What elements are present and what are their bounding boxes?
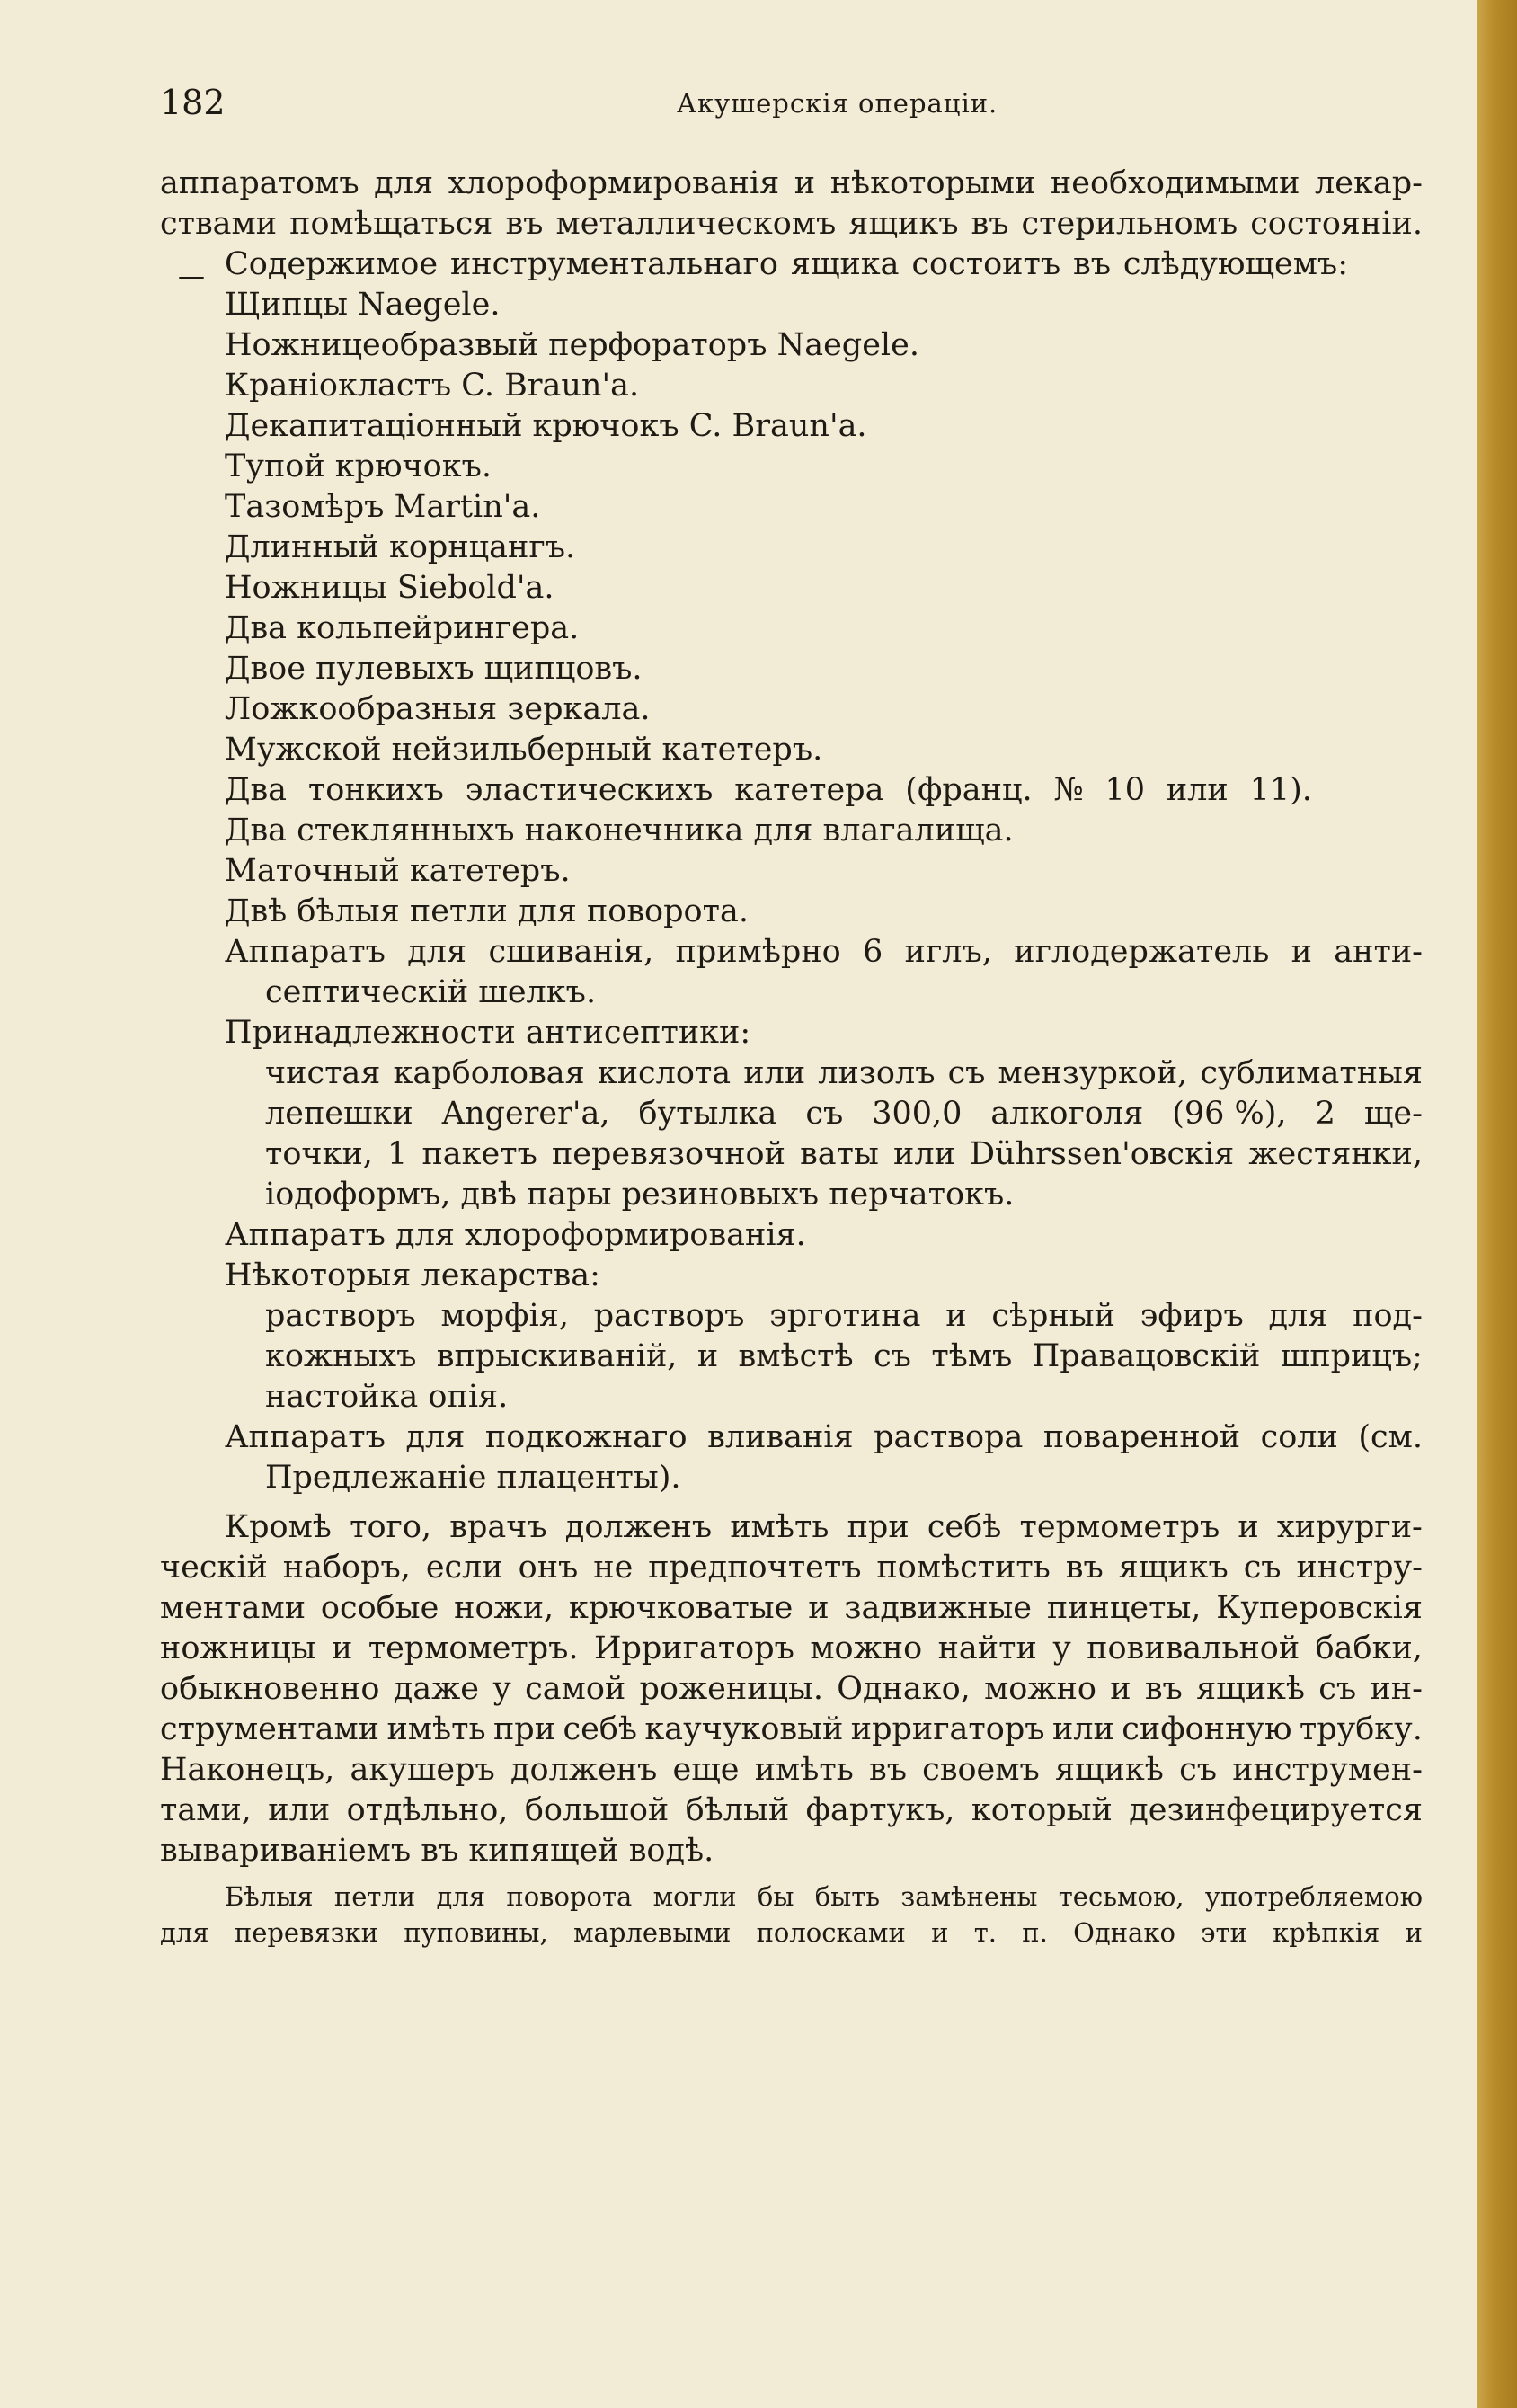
page-text — [160, 164, 1423, 1950]
word: ин- — [1370, 1671, 1423, 1707]
list-item-text: Декапитаціонный крючокъ C. Braun'а. — [225, 408, 867, 444]
word: соли — [1260, 1419, 1338, 1455]
text-line — [265, 1134, 1423, 1175]
list-item — [225, 649, 1423, 689]
word: Ирригаторъ — [593, 1631, 794, 1666]
word: 10 — [1104, 772, 1145, 808]
word: перевязки — [234, 1917, 378, 1948]
word: металлическомъ — [555, 206, 837, 242]
text-line — [225, 1417, 1423, 1458]
word: стерильномъ — [1021, 206, 1238, 242]
word: и — [931, 1917, 949, 1948]
word: трубку. — [1299, 1711, 1423, 1747]
word: тонкихъ — [307, 772, 444, 808]
word: при — [492, 1711, 556, 1747]
word: Наконецъ, — [160, 1752, 335, 1788]
word: Бѣлыя — [225, 1881, 314, 1912]
instrument-list-2 — [160, 811, 1423, 932]
word: пинцеты, — [1046, 1590, 1202, 1626]
word: имѣть — [386, 1711, 486, 1747]
word: ствами — [160, 206, 278, 242]
word: крѣпкія — [1273, 1917, 1380, 1948]
text-span: Принадлежности антисептики: — [225, 1015, 751, 1051]
text-span: септическій шелкъ. — [265, 974, 597, 1010]
word: и — [1291, 934, 1312, 970]
word: перевязочной — [551, 1136, 785, 1172]
list-item-text: Краніокластъ C. Braun'а. — [225, 368, 640, 404]
word: поворота — [506, 1881, 633, 1912]
text-line — [265, 973, 1423, 1013]
list-item — [225, 730, 1423, 770]
word: долженъ — [510, 1752, 658, 1788]
word: можно — [984, 1671, 1096, 1707]
list-item-text: Щипцы Naegele. — [225, 287, 501, 323]
list-item — [225, 406, 1423, 447]
word: примѣрно — [675, 934, 841, 970]
word: если — [425, 1550, 503, 1586]
word: ящикѣ — [1196, 1671, 1306, 1707]
word: ментами — [160, 1590, 306, 1626]
word: въ — [505, 206, 544, 242]
word: у — [492, 1671, 511, 1707]
word: ящикъ — [1118, 1550, 1229, 1586]
word: термометръ — [1019, 1509, 1220, 1545]
word: эфиръ — [1140, 1298, 1244, 1334]
word: Dührssen'овскія — [970, 1136, 1235, 1172]
word: съ — [1243, 1550, 1282, 1586]
text-line — [160, 1669, 1423, 1710]
word: 11). — [1249, 772, 1312, 808]
word: эти — [1201, 1917, 1247, 1948]
list-item — [225, 568, 1423, 609]
word: (96 %), — [1172, 1096, 1287, 1132]
text-span: Нѣкоторыя лекарства: — [225, 1257, 600, 1293]
word: т. — [973, 1917, 997, 1948]
text-line — [225, 244, 1348, 285]
word: № — [1053, 772, 1084, 808]
word: ножницы — [160, 1631, 316, 1666]
text-line — [160, 1710, 1423, 1750]
word: ваты — [800, 1136, 879, 1172]
footnote-line — [160, 1915, 1423, 1950]
text-line — [160, 1790, 1423, 1831]
word: чистая — [265, 1055, 381, 1091]
word: долженъ — [564, 1509, 713, 1545]
word: въ — [1073, 246, 1111, 282]
word: подкожнаго — [484, 1419, 688, 1455]
list-item — [225, 689, 1423, 730]
text-line — [225, 1256, 1423, 1296]
instrument-list — [160, 285, 1423, 770]
word: ящика — [790, 246, 900, 282]
word: въ — [868, 1752, 907, 1788]
word: имѣть — [754, 1752, 854, 1788]
footnote — [160, 1879, 1423, 1950]
text-line — [265, 1175, 1423, 1215]
word: жестянки, — [1248, 1136, 1423, 1172]
word: и — [696, 1338, 719, 1374]
word: иглъ, — [904, 934, 992, 970]
list-item-text: Два стеклянныхъ наконечника для влагалища. — [225, 813, 1014, 849]
text-span: іодоформъ, двѣ пары резиновыхъ перчатокъ. — [265, 1177, 1015, 1213]
word: сублиматныя — [1200, 1055, 1423, 1091]
text-line — [225, 932, 1423, 973]
word: сифонную — [1122, 1711, 1292, 1747]
word: бабки, — [1315, 1631, 1423, 1666]
word: пакетъ — [421, 1136, 537, 1172]
text-span: Аппаратъ для хлороформированія. — [225, 1217, 806, 1253]
word: аппаратомъ — [160, 165, 359, 201]
word: съ — [1318, 1671, 1357, 1707]
text-line — [265, 1377, 1423, 1417]
text-line — [160, 1548, 1423, 1588]
word: при — [847, 1509, 909, 1545]
word: для — [405, 1419, 466, 1455]
word: Однако — [1073, 1917, 1175, 1948]
word: большой — [524, 1792, 670, 1828]
word: быть — [814, 1881, 881, 1912]
word: ирригаторъ — [850, 1711, 1045, 1747]
word: своемъ — [922, 1752, 1040, 1788]
word: вливанія — [707, 1419, 854, 1455]
list-item — [225, 528, 1423, 568]
list-item — [225, 811, 1423, 851]
list-item-text: Ножницы Siebold'а. — [225, 570, 554, 606]
list-item-text: Длинный корнцангъ. — [225, 529, 576, 565]
word: (франц. — [905, 772, 1033, 808]
word: кожныхъ — [265, 1338, 417, 1374]
text-line — [225, 770, 1312, 811]
word: (см. — [1358, 1419, 1423, 1455]
word: особые — [320, 1590, 439, 1626]
word: под- — [1353, 1298, 1423, 1334]
text-line — [265, 1337, 1423, 1377]
word: себѣ — [563, 1711, 637, 1747]
word: и — [945, 1298, 967, 1334]
word: эластическихъ — [465, 772, 714, 808]
word: и — [794, 165, 816, 201]
word: термометръ. — [368, 1631, 579, 1666]
word: употребляемою — [1204, 1881, 1423, 1912]
text-line — [160, 1588, 1423, 1629]
word: съ — [947, 1055, 986, 1091]
word: Куперовскія — [1216, 1590, 1423, 1626]
word: роженицы. — [639, 1671, 824, 1707]
word: впрыскиваній, — [436, 1338, 678, 1374]
word: или — [268, 1792, 331, 1828]
word: Аппаратъ — [225, 934, 386, 970]
word: въ — [971, 206, 1009, 242]
word: Кромѣ — [225, 1509, 332, 1545]
word: Angerer'а, — [441, 1096, 610, 1132]
dash-mark: — — [178, 261, 205, 292]
page-number: 182 — [160, 83, 226, 122]
word: морфія, — [440, 1298, 569, 1334]
word: вмѣстѣ — [738, 1338, 854, 1374]
list-item-text: Ножницеобразвый перфораторъ Naegele. — [225, 327, 919, 363]
word: не — [593, 1550, 634, 1586]
word: поваренной — [1042, 1419, 1241, 1455]
text-line — [160, 1629, 1423, 1669]
word: кислота — [597, 1055, 732, 1091]
word: который — [971, 1792, 1113, 1828]
word: бутылка — [638, 1096, 777, 1132]
word: можно — [810, 1631, 923, 1666]
word: полосками — [756, 1917, 906, 1948]
word: инструментальнаго — [449, 246, 778, 282]
word: тами, — [160, 1792, 252, 1828]
word: слѣдующемъ: — [1122, 246, 1348, 282]
word: и — [332, 1631, 353, 1666]
text-line — [160, 204, 1423, 244]
word: ческій — [160, 1550, 268, 1586]
word: или — [1051, 1711, 1114, 1747]
word: струментами — [160, 1711, 380, 1747]
word: ящикъ — [848, 206, 959, 242]
word: эрготина — [769, 1298, 921, 1334]
word: 2 — [1315, 1096, 1335, 1132]
list-item-text: Двое пулевыхъ щипцовъ. — [225, 651, 643, 687]
word: бѣлый — [685, 1792, 790, 1828]
word: 6 — [863, 934, 883, 970]
list-item — [225, 447, 1423, 487]
word: Два — [225, 772, 288, 808]
word: Аппаратъ — [225, 1419, 386, 1455]
list-item-text: Мужской нейзильберный катетеръ. — [225, 732, 823, 768]
word: даже — [393, 1671, 480, 1707]
list-item-text: Маточный катетеръ. — [225, 853, 571, 889]
word: алкоголя — [990, 1096, 1144, 1132]
word: или — [743, 1055, 806, 1091]
text-line — [265, 1296, 1423, 1337]
word: онъ — [518, 1550, 579, 1586]
word: имѣть — [730, 1509, 829, 1545]
word: наборъ, — [282, 1550, 411, 1586]
word: повивальной — [1087, 1631, 1300, 1666]
text-line — [160, 164, 1423, 204]
list-item — [225, 487, 1423, 528]
word: врачъ — [449, 1509, 547, 1545]
word: Однако, — [837, 1671, 971, 1707]
word: Содержимое — [225, 246, 439, 282]
word: марлевыми — [573, 1917, 732, 1948]
text-span: вывариваніемъ въ кипящей водѣ. — [160, 1833, 714, 1869]
word: 1 — [387, 1136, 408, 1172]
list-item-text: Два кольпейрингера. — [225, 610, 580, 646]
word: для — [374, 165, 434, 201]
word: замѣнены — [900, 1881, 1038, 1912]
list-item-text: Двѣ бѣлыя петли для поворота. — [225, 893, 749, 929]
word: и — [1405, 1917, 1423, 1948]
text-line — [225, 1507, 1423, 1548]
word: и — [1110, 1671, 1131, 1707]
word: лизолъ — [818, 1055, 936, 1091]
word: и — [1238, 1509, 1259, 1545]
word: съ — [805, 1096, 844, 1132]
word: иглодержатель — [1014, 934, 1270, 970]
word: ящикѣ — [1054, 1752, 1164, 1788]
word: каучуковый — [644, 1711, 844, 1747]
list-item — [225, 892, 1423, 932]
word: раствора — [874, 1419, 1024, 1455]
footnote-line — [225, 1879, 1423, 1915]
text-line — [160, 1750, 1423, 1790]
word: петли — [333, 1881, 416, 1912]
word: пуповины, — [404, 1917, 548, 1948]
word: нѣкоторыми — [829, 165, 1036, 201]
word: въ — [1065, 1550, 1104, 1586]
word: сшиванія, — [488, 934, 654, 970]
word: хлороформированія — [448, 165, 780, 201]
word: обыкновенно — [160, 1671, 380, 1707]
word: состоитъ — [911, 246, 1061, 282]
word: состояніи. — [1250, 206, 1423, 242]
text-span: настойка опія. — [265, 1379, 509, 1415]
word: и — [808, 1590, 829, 1626]
word: для — [160, 1917, 209, 1948]
word: ножи, — [454, 1590, 554, 1626]
word: самой — [525, 1671, 626, 1707]
text-line — [160, 1831, 1423, 1871]
list-item-text: Тазомѣръ Martin'а. — [225, 489, 541, 525]
page-header — [160, 83, 1427, 137]
word: Правацовскій — [1032, 1338, 1261, 1374]
list-item-text: Тупой крючокъ. — [225, 449, 492, 484]
word: шприцъ; — [1280, 1338, 1423, 1374]
word: растворъ — [593, 1298, 745, 1334]
list-item — [225, 325, 1423, 366]
word: или — [893, 1136, 955, 1172]
text-line — [225, 1215, 1423, 1256]
list-item — [225, 609, 1423, 649]
word: карболовая — [393, 1055, 585, 1091]
word: тѣмъ — [931, 1338, 1013, 1374]
word: или — [1166, 772, 1229, 808]
word: себѣ — [927, 1509, 1002, 1545]
word: для — [407, 934, 467, 970]
word: для — [436, 1881, 486, 1912]
word: могли — [652, 1881, 737, 1912]
word: еще — [672, 1752, 740, 1788]
word: предпочтетъ — [648, 1550, 862, 1586]
word: п. — [1022, 1917, 1048, 1948]
word: лепешки — [265, 1096, 413, 1132]
word: катетера — [734, 772, 884, 808]
word: инстру- — [1296, 1550, 1423, 1586]
word: точки, — [265, 1136, 373, 1172]
list-item — [225, 851, 1423, 892]
word: крючковатые — [569, 1590, 794, 1626]
word: сѣрный — [991, 1298, 1115, 1334]
word: бы — [757, 1881, 794, 1912]
word: фартукъ, — [805, 1792, 955, 1828]
text-span: Предлежаніе плаценты). — [265, 1460, 681, 1496]
word: того, — [350, 1509, 432, 1545]
word: въ — [1144, 1671, 1183, 1707]
text-line — [225, 1013, 1423, 1053]
text-line — [265, 1053, 1423, 1094]
word: акушеръ — [350, 1752, 495, 1788]
word: помѣщаться — [289, 206, 493, 242]
word: у — [1052, 1631, 1071, 1666]
word: съ — [874, 1338, 911, 1374]
word: ще- — [1363, 1096, 1423, 1132]
word: инструмен- — [1232, 1752, 1423, 1788]
running-head: Акушерскія операціи. — [677, 88, 998, 119]
list-item — [225, 366, 1423, 406]
word: найти — [937, 1631, 1037, 1666]
text-line — [265, 1094, 1423, 1134]
word: для — [1268, 1298, 1328, 1334]
word: необходимыми — [1050, 165, 1300, 201]
word: анти- — [1334, 934, 1423, 970]
word: помѣстить — [876, 1550, 1051, 1586]
word: задвижные — [844, 1590, 1033, 1626]
list-item-text: Ложкообразныя зеркала. — [225, 691, 651, 727]
word: тесьмою, — [1058, 1881, 1184, 1912]
word: хирурги- — [1276, 1509, 1423, 1545]
page-edge — [1477, 0, 1517, 2408]
word: дезинфецируется — [1129, 1792, 1423, 1828]
text-line — [265, 1458, 1423, 1498]
word: 300,0 — [872, 1096, 963, 1132]
word: мензуркой, — [998, 1055, 1188, 1091]
word: растворъ — [265, 1298, 416, 1334]
list-item — [225, 285, 1423, 325]
word: съ — [1179, 1752, 1217, 1788]
word: лекар- — [1315, 165, 1423, 201]
word: отдѣльно, — [346, 1792, 509, 1828]
